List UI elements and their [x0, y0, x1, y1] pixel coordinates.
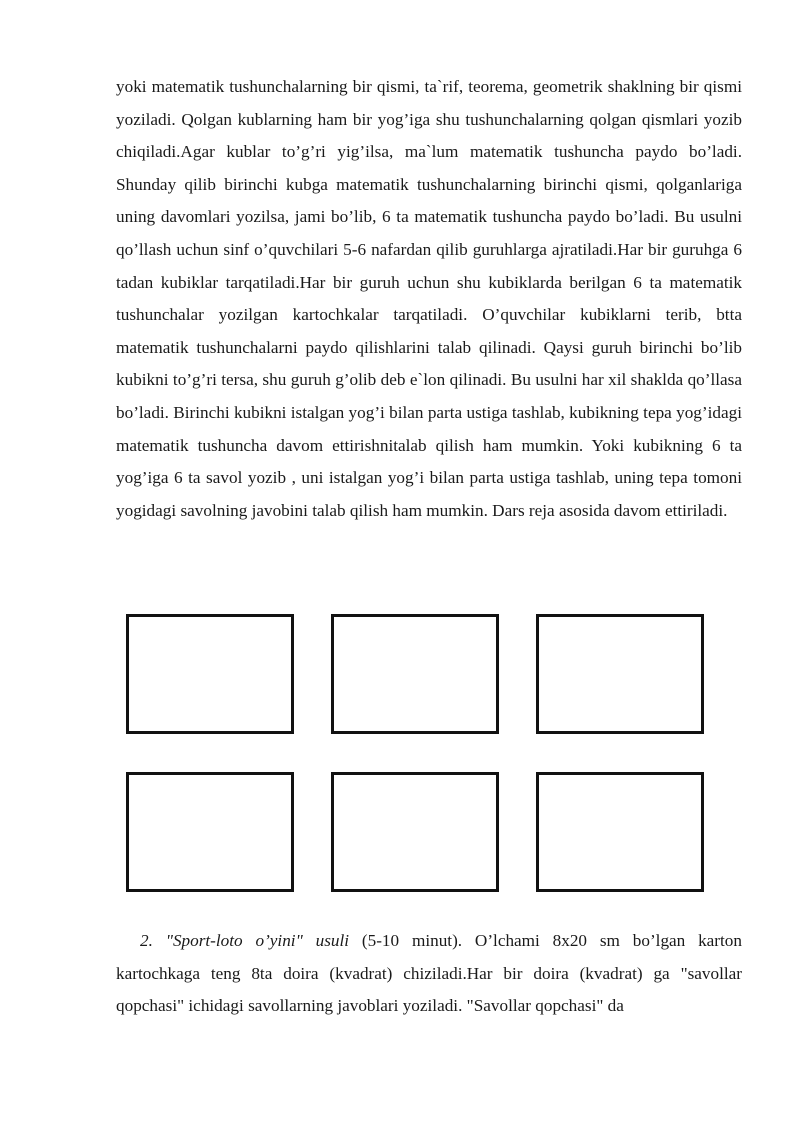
empty-square-4	[126, 772, 294, 892]
paragraph-kubiklar-method: yoki matematik tushunchalarning bir qismi, ta`rif, teorema, geometrik shaklning bir qismi yoziladi. Qolgan kublarning ham bir yog’iga shu tushunchalarning qolgan qismlari yozib chiqiladi.Agar kublar to’g’ri yig’ilsa, ma`lum matematik tushuncha paydo bo’ladi. Shunday qilib birinchi kubga matematik tushunchalarning birinchi qismi, qolganlariga uning davomlari yozilsa, jami bo’lib, 6 ta matematik tushuncha paydo bo’ladi. Bu usulni qo’llash uchun sinf o’quvchilari 5-6 nafardan qilib guruhlarga ajratiladi.Har bir guruhga 6 tadan kubiklar tarqatiladi.Har bir guruh uchun shu kubiklarda berilgan 6 ta matematik tushunchalar yozilgan kartochkalar tarqatiladi. O’quvchilar kubiklarni terib, btta matematik tushunchalarni paydo qilishlarini talab qilinadi. Qaysi guruh birinchi bo’lib kubikni to’g’ri tersa, shu guruh g’olib deb e`lon qilinadi. Bu usulni har xil shaklda qo’llasa bo’ladi. Birinchi kubikni istalgan yog’i bilan parta ustiga tashlab, kubikning tepa yog’idagi matematik tushuncha davom ettirishnitalab qilish ham mumkin. Yoki kubikning 6 ta yog’iga 6 ta savol yozib , uni istalgan yog’i bilan parta ustiga tashlab, uning tepa tomoni yogidagi savolning javobini talab qilish ham mumkin. Dars reja asosida davom ettiriladi.	[116, 77, 742, 520]
empty-square-1	[126, 614, 294, 734]
empty-square-3	[536, 614, 704, 734]
empty-square-5	[331, 772, 499, 892]
sport-loto-body: (5-10 minut). O’lchami 8x20 sm bo’lgan karton kartochkaga teng 8ta doira (kvadrat) chiziladi.Har bir doira (kvadrat) ga "savollar qopchasi" ichidagi savollarning javoblari yoziladi. "Savollar qopchasi" da	[116, 931, 742, 1016]
empty-square-6	[536, 772, 704, 892]
paragraph-sport-loto	[116, 925, 742, 1023]
sport-loto-heading: 2. "Sport-loto o’yini" usuli	[140, 931, 350, 950]
empty-square-2	[331, 614, 499, 734]
